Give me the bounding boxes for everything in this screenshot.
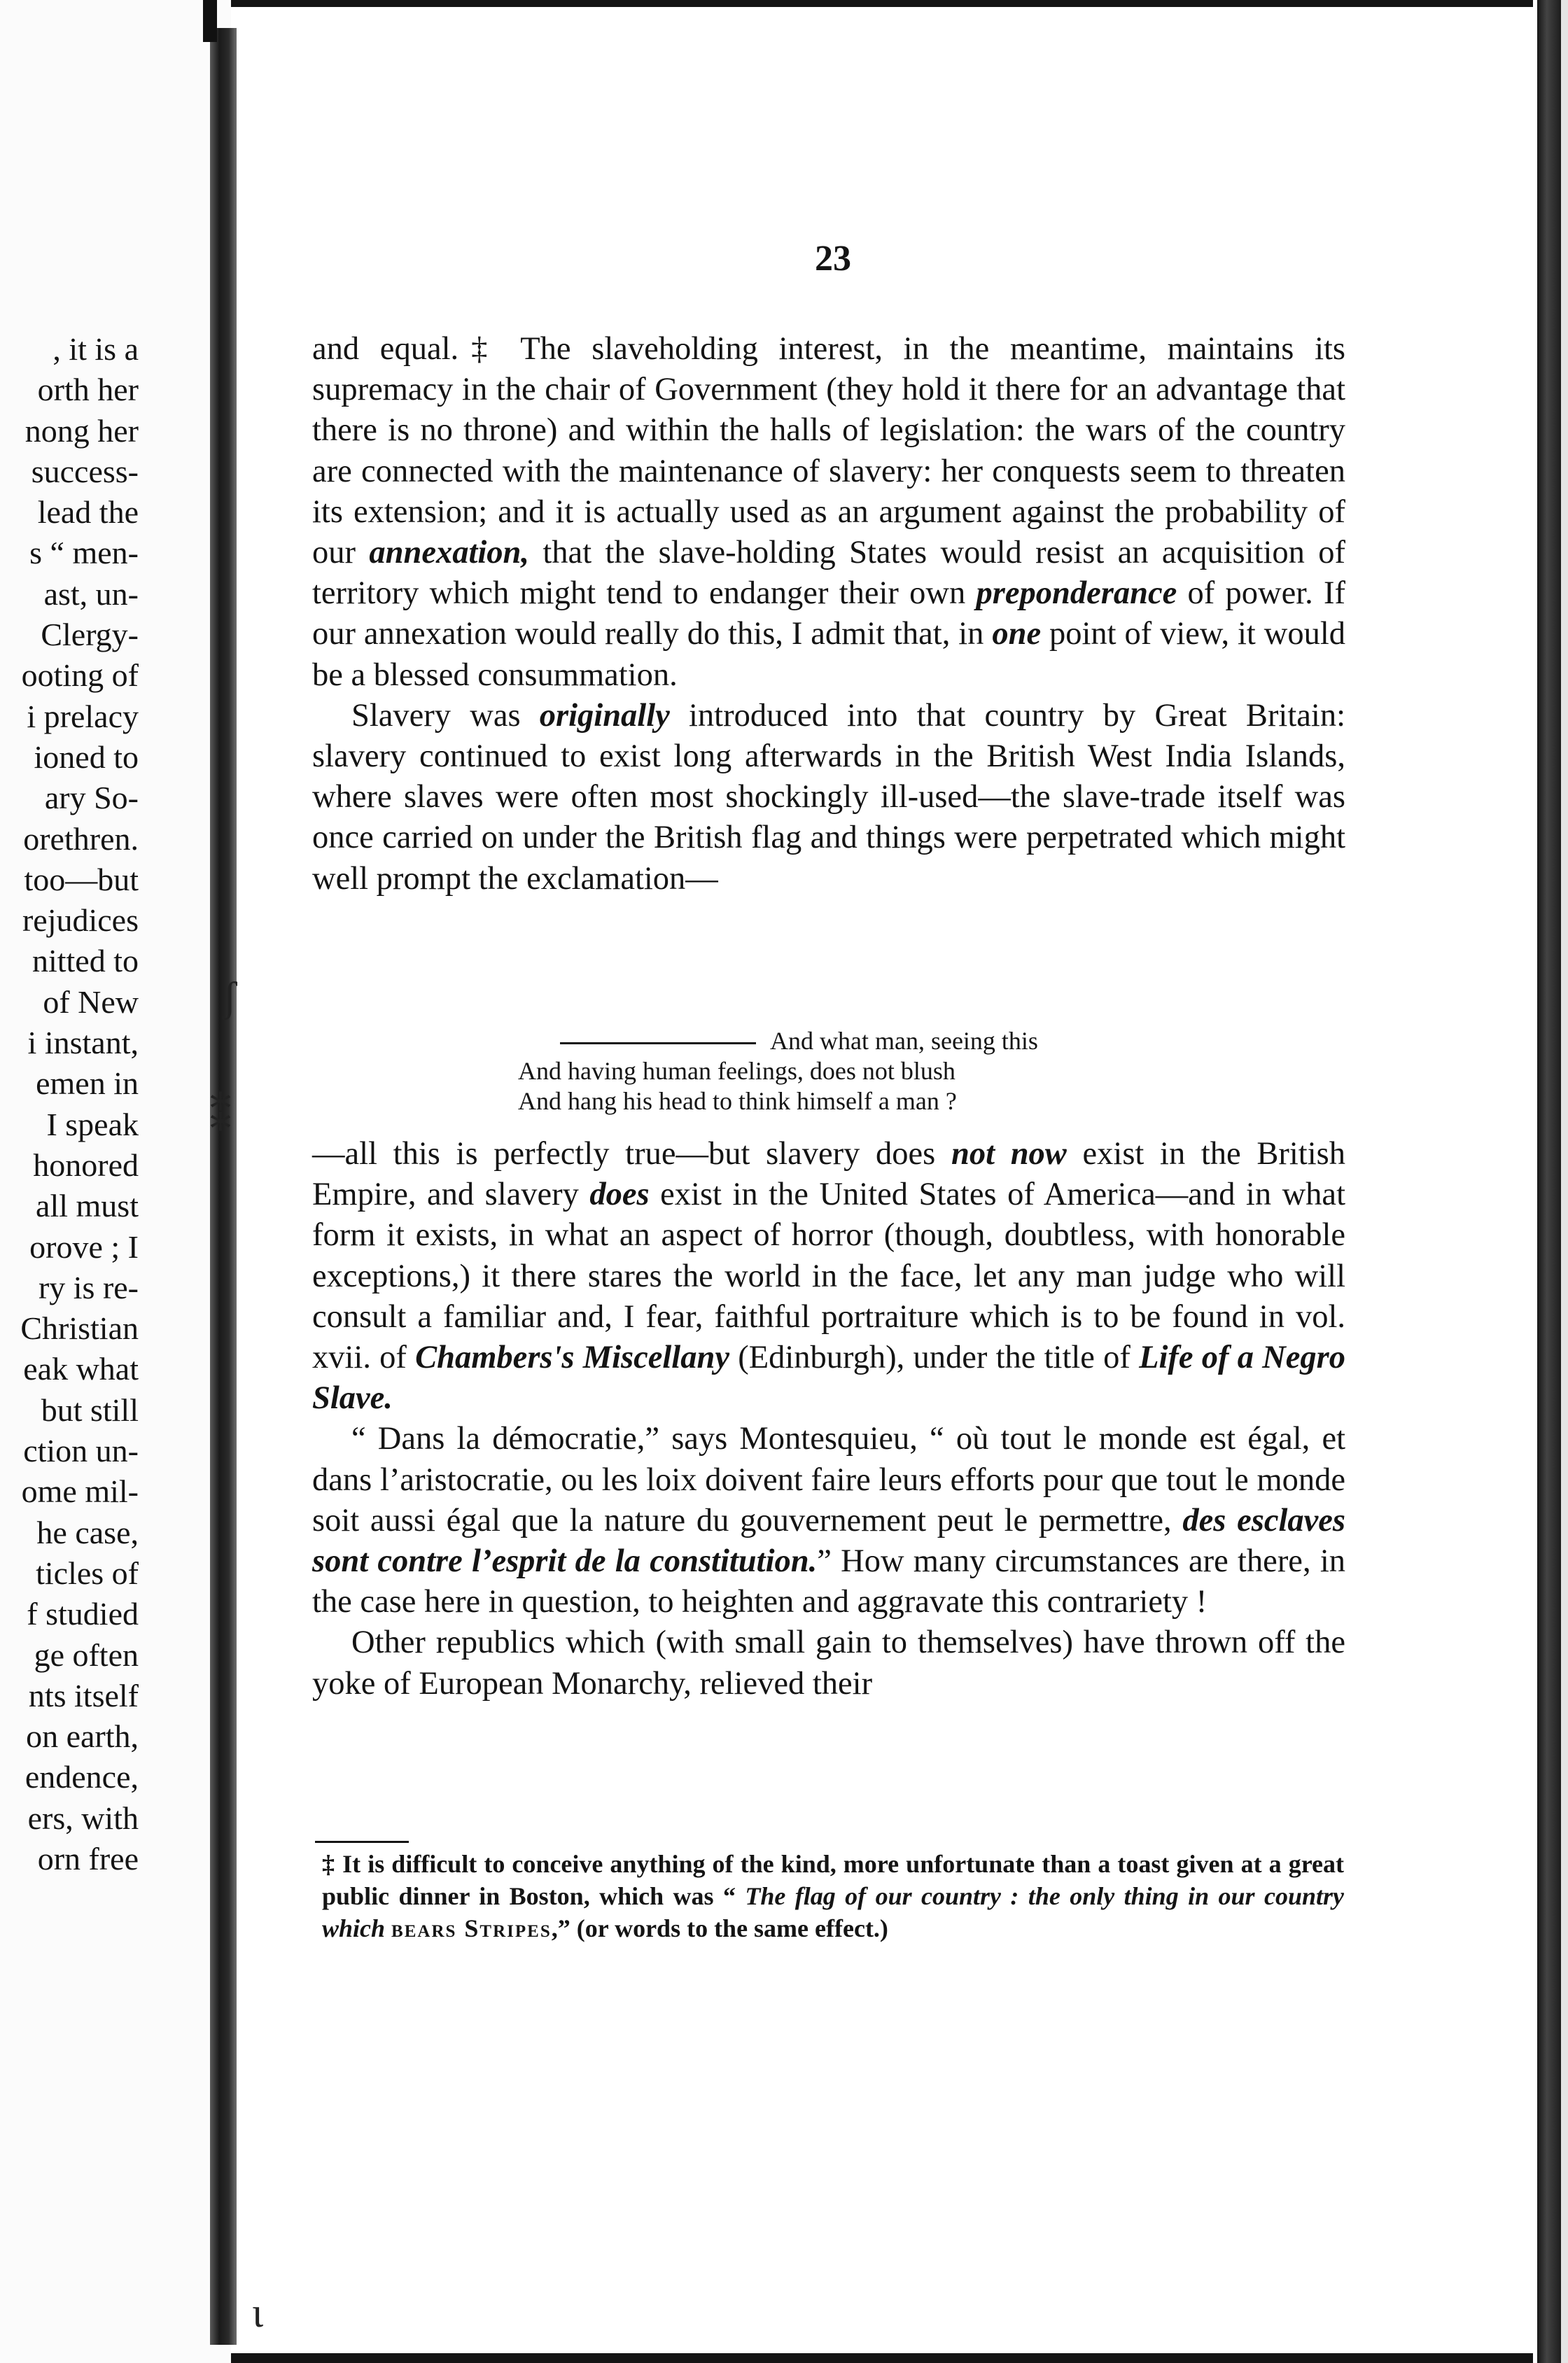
verse-line	[518, 1026, 1148, 1056]
binding-thread-mark: ⁑	[210, 1093, 231, 1140]
facing-page-line: ers, with	[27, 1800, 139, 1836]
text-run: ” How many circumstances are there, in the case here in question, to heighten and aggravate this contrariety !	[312, 1543, 1345, 1620]
footnote	[322, 1848, 1344, 1944]
spine-top-shadow	[203, 0, 217, 42]
verse-line: And having human feelings, does not blush	[518, 1057, 955, 1085]
right-scan-border	[1537, 0, 1561, 2363]
facing-page-line: honored	[33, 1147, 139, 1183]
facing-page-line: rejudices	[22, 902, 139, 939]
binding-thread-mark: ɩ	[252, 2290, 264, 2336]
text-run: (Edinburgh), under the title of	[729, 1340, 1140, 1376]
paragraph	[312, 1419, 1345, 1622]
verse-line: And hang his head to think himself a man ?	[518, 1087, 957, 1115]
text-run: —all this is perfectly true—but slavery does	[312, 1136, 951, 1172]
facing-page-line: nong her	[24, 412, 139, 449]
facing-page-line: ary So-	[44, 780, 139, 816]
italic-text: Life of a Negro Slave.	[312, 1340, 1345, 1417]
facing-page-line: ioned to	[34, 738, 139, 775]
book-spine-shadow	[210, 28, 237, 2345]
facing-page-line: all must	[36, 1188, 139, 1224]
facing-page-line: emen in	[36, 1065, 139, 1102]
facing-page-line: nitted to	[31, 943, 139, 979]
facing-page-line: ome mil-	[21, 1473, 139, 1510]
facing-page-text-fragments	[0, 329, 139, 1879]
facing-page-line: ge often	[34, 1636, 139, 1673]
italic-text: not now	[951, 1136, 1067, 1172]
text-run: exist in the United States of America—and in what form it exists, in what an aspect of horror (though, doubtless, with honorable exceptions,) it there stares the world in the face, let any man judge who will consult a familiar and, I fear, faithful portraiture which is to be found in vol. xvii. of	[312, 1177, 1345, 1376]
italic-text: one	[992, 616, 1042, 652]
facing-page-line: Christian	[20, 1310, 139, 1347]
facing-page-line: orth her	[37, 372, 139, 408]
facing-page-line: ction un-	[23, 1433, 139, 1469]
text-run: ‡ It is difficult to conceive anything of the kind, more unfortunate than a toast given at a great public dinner in Boston, which was “	[322, 1850, 1344, 1910]
facing-page-line: too—but	[24, 861, 139, 897]
facing-page-line: f studied	[27, 1596, 139, 1632]
facing-page-line: orove ; I	[29, 1228, 139, 1265]
italic-text: The flag of our country : the only thing in our country which	[322, 1882, 1344, 1942]
page-number: 23	[815, 239, 851, 279]
text-run: and equal.‡ The slaveholding interest, in the meantime, maintains its supremacy in the chair of Government (they hold it there for an advantage that there is no throne) and within the halls of legislation: the wars of the country are connected with the maintenance of slavery: her conquests seem to threaten its extension; and it is actually used as an argument against the probability of our	[312, 331, 1345, 571]
text-run: of power. If our annexation would really do this, I admit that, in	[312, 575, 1346, 652]
small-caps-text: bears Stripes	[391, 1914, 552, 1942]
text-run: Other republics which (with small gain to themselves) have thrown off the yoke of European Monarchy, relieved their	[312, 1625, 1345, 1702]
text-run: that the slave-holding States would resist an acquisition of territory which might tend to endanger their own	[312, 535, 1345, 612]
paragraph	[312, 329, 1345, 696]
facing-page-line: he case,	[36, 1514, 139, 1550]
verse-quotation	[518, 1026, 1148, 1116]
facing-page-line: ticles of	[36, 1555, 139, 1591]
top-scan-border	[231, 0, 1533, 7]
paragraph	[312, 696, 1345, 899]
facing-page-line: s “ men-	[29, 535, 139, 571]
facing-page-line: nts itself	[28, 1677, 139, 1713]
bottom-scan-border	[231, 2353, 1533, 2363]
facing-page-line: lead the	[37, 494, 139, 531]
paragraph	[312, 1622, 1345, 1704]
facing-page-line: ry is re-	[38, 1269, 139, 1305]
verse-text: And what man, seeing this	[770, 1027, 1038, 1055]
facing-page-line: i prelacy	[27, 698, 139, 734]
italic-text: does	[589, 1177, 650, 1213]
italic-text: des esclaves sont contre l’esprit de la constitution.	[312, 1502, 1346, 1580]
italic-text: preponderance	[976, 575, 1177, 612]
facing-page-line: ooting of	[21, 657, 139, 694]
paragraph	[312, 1134, 1345, 1419]
text-run: exist in the British Empire, and slavery	[312, 1136, 1345, 1213]
italic-text: originally	[539, 697, 670, 734]
right-scan-margin	[1561, 0, 1568, 2363]
binding-thread-mark: ʃ	[223, 974, 237, 1020]
italic-text: Chambers's Miscellany	[415, 1340, 729, 1376]
facing-page-line: success-	[31, 453, 139, 489]
facing-page-line: endence,	[24, 1759, 139, 1795]
text-run: ,” (or words to the same effect.)	[551, 1914, 888, 1942]
verse-dash-rule	[560, 1042, 756, 1044]
facing-page-line: orethren.	[23, 820, 139, 857]
facing-page-line: but still	[41, 1391, 139, 1428]
facing-page-line: Clergy-	[41, 617, 139, 653]
facing-page-line: of New	[43, 983, 139, 1020]
facing-page-line: on earth,	[26, 1718, 139, 1755]
text-run: introduced into that country by Great Britain: slavery continued to exist long afterwards in the British West India Islands, where slaves were often most shockingly ill-used—the slave-trade itself was once carried on under the British flag and things were perpetrated which might well prompt the exclamation—	[312, 697, 1345, 897]
text-run: point of view, it would be a blessed consummation.	[312, 616, 1345, 693]
facing-page-line: orn free	[37, 1840, 139, 1877]
text-run: Slavery was	[351, 697, 540, 734]
footnote-rule	[315, 1841, 409, 1843]
facing-page-line: eak what	[23, 1351, 139, 1387]
facing-page-line: I speak	[46, 1106, 139, 1142]
text-run: “ Dans la démocratie,” says Montesquieu, “ où tout le monde est égal, et dans l’aristocratie, ou les loix doivent faire leurs efforts pour que tout le monde soit aussi égal que la nature du gouvernement peut le permettre,	[312, 1421, 1345, 1538]
main-text-top	[312, 329, 1345, 899]
facing-page-line: i instant,	[27, 1025, 139, 1061]
facing-page-line: ast, un-	[43, 575, 139, 612]
main-text-bottom	[312, 1134, 1345, 1704]
italic-text: annexation,	[369, 535, 530, 571]
facing-page-line: , it is a	[52, 331, 139, 367]
